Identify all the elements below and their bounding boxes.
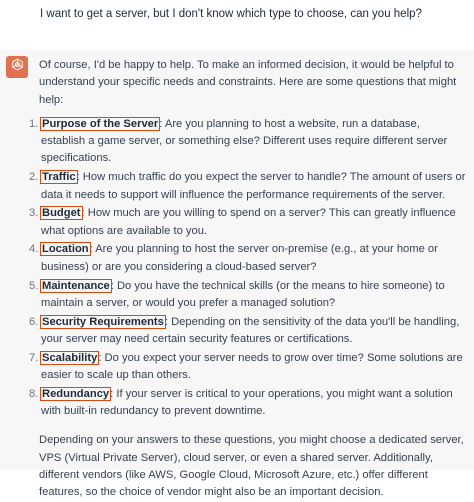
list-item	[29, 314, 467, 349]
item-text: : Are you planning to host a website, run a database, establish a game server, or something else? Different uses require different server specifications.	[41, 117, 448, 165]
question-list	[29, 116, 467, 421]
item-term: Budget	[42, 207, 81, 220]
item-number: 7.	[29, 351, 39, 364]
item-number: 3.	[29, 207, 39, 220]
item-text: : Do you have the technical skills (or the means to hire someone) to maintain a server, or would you prefer a managed solution?	[41, 279, 445, 309]
user-message-text: I want to get a server, but I don't know which type to choose, can you help?	[40, 8, 422, 20]
item-number: 6.	[29, 315, 39, 328]
item-term: Purpose of the Server	[42, 117, 159, 130]
assistant-avatar	[6, 56, 28, 78]
list-item	[29, 278, 467, 313]
item-term: Location	[42, 243, 89, 256]
assistant-message	[29, 57, 467, 502]
item-text: : How much traffic do you expect the server to handle? The amount of users or data it needs to support will influence the performance requirements of the server.	[41, 171, 466, 201]
item-text: : How much are you willing to spend on a server? This can greatly influence what options are available to you.	[41, 207, 456, 237]
item-term: Traffic	[42, 171, 76, 184]
item-number: 2.	[29, 171, 39, 184]
user-message-row	[0, 0, 474, 51]
item-term: Scalability	[42, 351, 98, 364]
item-number: 4.	[29, 243, 39, 256]
answer-outro: Depending on your answers to these questions, you might choose a dedicated server, VPS (Virtual Private Server), cloud server, or even a shared server. Additionally, different vendors (like AWS, Google Cloud, Microsoft Azure, etc.) offer different features, so the choice of vendor might also be an important decision.	[39, 434, 464, 499]
item-number: 8.	[29, 387, 39, 400]
list-item	[29, 169, 467, 204]
item-text: : Are you planning to host the server on-premise (e.g., at your home or business) or are you considering a cloud-based server?	[41, 243, 438, 273]
list-item	[29, 205, 467, 240]
item-term: Security Requirements	[42, 315, 164, 328]
openai-logo-icon	[10, 57, 25, 77]
item-number: 5.	[29, 279, 39, 292]
list-item	[29, 386, 467, 421]
answer-intro: Of course, I'd be happy to help. To make an informed decision, it would be helpful to understand your specific needs and constraints. Here are some questions that might help:	[39, 59, 457, 106]
item-number: 1.	[29, 117, 39, 130]
list-item	[29, 241, 467, 276]
item-term: Redundancy	[42, 387, 110, 400]
item-term: Maintenance	[42, 279, 110, 292]
item-text: : Depending on the sensitivity of the data you'll be handling, your server may need certain security features or certifications.	[41, 315, 460, 345]
item-text: : Do you expect your server needs to grow over time? Some solutions are easier to scale up than others.	[41, 351, 463, 382]
list-item	[29, 116, 467, 168]
item-text: : If your server is critical to your operations, you might want a solution with built-in redundancy to prevent downtime.	[41, 387, 453, 418]
list-item	[29, 350, 467, 385]
